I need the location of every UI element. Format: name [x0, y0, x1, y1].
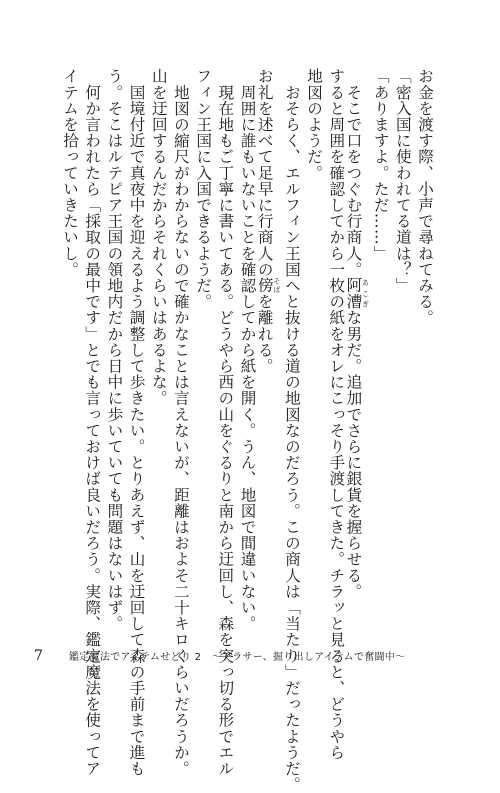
ruby-soba-base: 傍 — [255, 277, 274, 294]
text-column-12: 地図の縮尺がわからないので確かなことは言えないが、距離はおよそ二十キロくらいだろうか。 — [171, 68, 190, 777]
text-column-2: 「密入国に使われてる道は？」 — [393, 68, 412, 294]
running-title: 鑑定魔法でアイテムせどり 2 ～アラサー、掘り出しアイテムで奮闘中～ — [68, 652, 406, 663]
text-column-4-lead: そこで口をつぐむ行商人。 — [344, 68, 363, 278]
text-column-6: 地図のようだ。 — [305, 68, 324, 181]
text-column-17: イテムを拾っていきたいし。 — [61, 68, 79, 278]
text-column-11: フィン王国に入国できるようだ。 — [194, 68, 213, 310]
text-column-1: お金を渡す際、小声で尋ねてみる。 — [416, 68, 434, 326]
ruby-akogi-reading: あこぎ — [361, 277, 370, 310]
ruby-soba-reading: そば — [272, 277, 281, 294]
text-column-13: 山を迂回するんだからそれくらいはあるよな。 — [149, 68, 168, 407]
ruby-akogi-base: 阿漕 — [344, 277, 363, 310]
text-column-14: 国境付近で真夜中を迎えるよう調整して歩きたい。とりあえず、山を迂回して森の手前まで進も — [127, 68, 146, 777]
text-column-8-tail: を離れる。 — [255, 293, 274, 374]
text-column-15: う。そこはルテピア王国の領地内だから日中に歩いていても問題はないはず。 — [105, 68, 124, 632]
text-column-10: 現在地もご丁寧に書いてある。どうやら西の山をぐるりと南から迂回し、森を突っ切る形でエル — [216, 68, 235, 777]
text-column-3: 「ありますよ。ただ……」 — [371, 68, 390, 262]
text-column-8 — [255, 68, 281, 628]
text-column-5: すると周囲を確認してから一枚の紙をオレにこっそり手渡してきた。チラッと見ると、どうやら — [327, 68, 346, 761]
text-column-7: おそらく、エルフィン王国へと抜ける道の地図なのだろう。この商人は「当たり」だったようだ。 — [282, 68, 301, 793]
page-number: 7 — [34, 648, 43, 664]
text-column-9: 周囲に誰もいないことを確認してから紙を開く。うん、地図で間違いない。 — [238, 68, 257, 632]
text-column-8-lead: お礼を述べて足早に行商人の — [255, 68, 274, 278]
text-column-4-tail: な男だ。追加でさらに銀貨を握らせる。 — [344, 309, 363, 600]
page-footer — [34, 648, 474, 668]
text-column-4 — [344, 68, 370, 628]
ruby-akogi — [344, 277, 370, 310]
text-column-16: 何か言われたら「採取の最中です」とでも言っておけば良いだろう。実際、鑑定魔法を使ってア — [83, 68, 102, 777]
ruby-soba — [255, 277, 281, 294]
